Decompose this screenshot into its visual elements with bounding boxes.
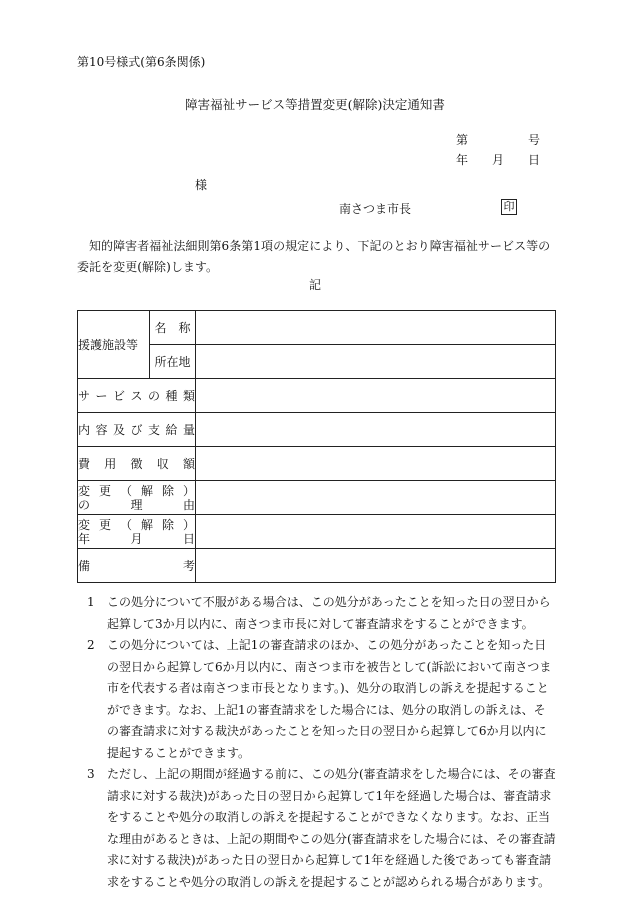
remarks-label: 備考 (78, 549, 196, 583)
facility-address-label: 所在地 (150, 345, 196, 379)
note-number: 3 (87, 767, 95, 781)
service-type-value[interactable] (196, 379, 556, 413)
issuer-name: 南さつま市長 (339, 202, 412, 216)
body-text: 知的障害者福祉法細則第6条第1項の規定により、下記のとおり障害福祉サービス等の委託を変更(解除)します。 (77, 239, 551, 274)
note-number: 2 (87, 638, 95, 652)
table-row (78, 413, 556, 447)
date-year: 年 (456, 153, 469, 167)
service-type-label: サービスの種類 (78, 379, 196, 413)
change-reason-value[interactable] (196, 481, 556, 515)
table-row (78, 515, 556, 549)
change-date-label-line1: 変更（解除） (78, 517, 195, 532)
date-month: 月 (492, 153, 505, 167)
details-table (77, 310, 556, 583)
table-row (78, 345, 556, 379)
number-suffix: 号 (528, 133, 541, 147)
seal-mark: 印 (501, 199, 517, 215)
table-row (78, 311, 556, 345)
date-day: 日 (528, 153, 541, 167)
change-date-label-line2: 年月日 (78, 531, 195, 546)
note-text: この処分について不服がある場合は、この処分があったことを知った日の翌日から起算して3か月以内に、南さつま市長に対して審査請求をすることができます。 (107, 595, 551, 631)
note-text: ただし、上記の期間が経過する前に、この処分(審査請求をした場合には、その審査請求に対する裁決)があった日の翌日から起算して1年を経過した場合は、審査請求をすることや処分の取消しの訴えを提起することができなくなります。なお、正当な理由があるときは、上記の期間やこの処分(審査請求をした場合には、その審査請求に対する裁決)があった日の翌日から起算して1年を経過した後であっても審査請求をすることや処分の取消しの訴えを提起することが認められる場合があります。 (107, 767, 556, 889)
facility-name-value[interactable] (196, 311, 556, 345)
ki-heading: 記 (308, 278, 321, 292)
number-prefix: 第 (456, 133, 469, 147)
change-reason-label (78, 481, 196, 515)
remarks-value[interactable] (196, 549, 556, 583)
table-row (78, 379, 556, 413)
table-row (78, 481, 556, 515)
change-reason-label-line2: の理由 (78, 497, 195, 512)
change-date-value[interactable] (196, 515, 556, 549)
list-item (87, 592, 557, 635)
table-row (78, 549, 556, 583)
list-item (87, 635, 557, 764)
form-number: 第10号様式(第6条関係) (77, 55, 206, 69)
list-item (87, 764, 557, 893)
cost-value[interactable] (196, 447, 556, 481)
table-row (78, 447, 556, 481)
facility-name-label: 名 称 (150, 311, 196, 345)
content-amount-value[interactable] (196, 413, 556, 447)
cost-label: 費用徴収額 (78, 447, 196, 481)
note-number: 1 (87, 595, 95, 609)
change-reason-label-line1: 変更（解除） (78, 483, 195, 498)
notes-list (87, 592, 557, 893)
facility-address-value[interactable] (196, 345, 556, 379)
change-date-label (78, 515, 196, 549)
recipient-suffix: 様 (195, 178, 208, 192)
content-amount-label: 内容及び支給量 (78, 413, 196, 447)
facility-label: 援護施設等 (78, 311, 150, 379)
note-text: この処分については、上記1の審査請求のほか、この処分があったことを知った日の翌日から起算して6か月以内に、南さつま市を被告として(訴訟において南さつま市を代表する者は南さつま市長となります。)、処分の取消しの訴えを提起することができます。なお、上記1の審査請求をした場合には、処分の取消しの訴えは、その審査請求に対する裁決があったことを知った日の翌日から起算して6か月以内に提起することができます。 (107, 638, 552, 760)
document-title: 障害福祉サービス等措置変更(解除)決定通知書 (185, 97, 445, 112)
